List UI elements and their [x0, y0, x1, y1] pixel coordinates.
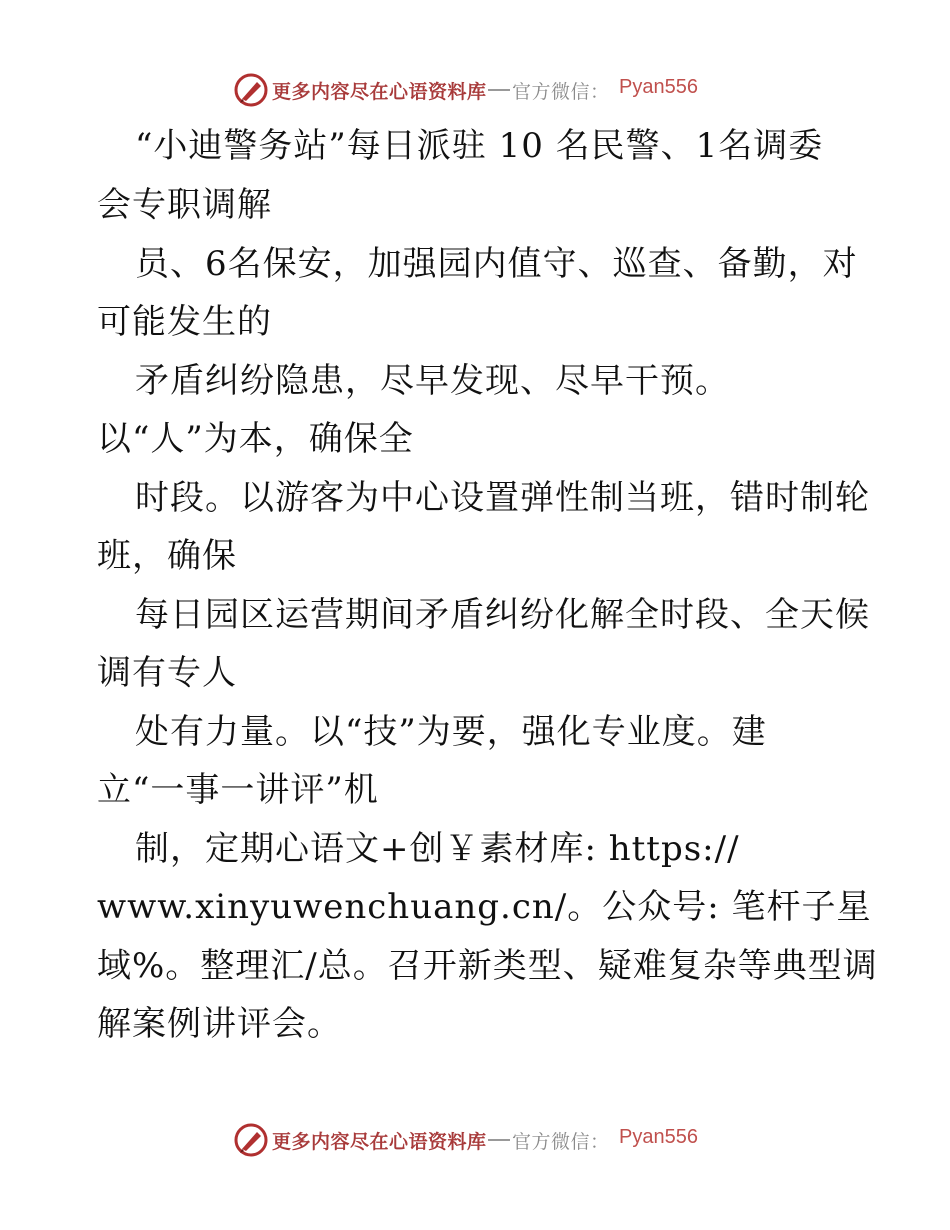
text-line: 时段。以游客为中心设置弹性制当班，错时制轮 — [135, 478, 870, 518]
banner-wechat-label: 官方微信： — [512, 81, 610, 103]
text-line: 域%。整理汇/总。召开新类型、疑难复杂等典型调 — [97, 946, 878, 986]
text-line: 矛盾纠纷隐患，尽早发现、尽早干预。 — [135, 361, 730, 401]
text-line: 解案例讲评会。 — [97, 1004, 342, 1044]
pen-logo-icon — [233, 72, 269, 108]
text-line: “小迪警务站”每日派驻 10 名民警、1名调委 — [135, 126, 824, 166]
text-line: 以“人”为本，确保全 — [97, 419, 414, 459]
text-line: www.xinyuwenchuang.cn/。公众号: 笔杆子星 — [97, 887, 872, 927]
footer-watermark-banner — [0, 1120, 950, 1160]
banner-wechat-label: 官方微信： — [512, 1131, 610, 1153]
banner-text: 更多内容尽在心语资料库 — [272, 81, 487, 103]
text-line: 班，确保 — [97, 536, 237, 576]
banner-text: 更多内容尽在心语资料库 — [272, 1131, 487, 1153]
text-line: 会专职调解 — [97, 185, 272, 225]
header-watermark-banner — [0, 70, 950, 110]
text-line: 处有力量。以“技”为要，强化专业度。建 — [135, 712, 767, 752]
text-line: 制，定期心语文+创￥素材库: https:// — [135, 829, 740, 869]
text-line: 每日园区运营期间矛盾纠纷化解全时段、全天候 — [135, 595, 870, 635]
text-line: 可能发生的 — [97, 302, 272, 342]
text-line: 立“一事一讲评”机 — [97, 770, 379, 810]
banner-wechat-id: Pyan556 — [619, 76, 698, 98]
banner-dash — [488, 89, 510, 91]
text-line: 员、6名保安，加强园内值守、巡查、备勤，对 — [135, 244, 858, 284]
text-line: 调有专人 — [97, 653, 237, 693]
pen-logo-icon — [233, 1122, 269, 1158]
banner-dash — [488, 1139, 510, 1141]
banner-wechat-id: Pyan556 — [619, 1126, 698, 1148]
